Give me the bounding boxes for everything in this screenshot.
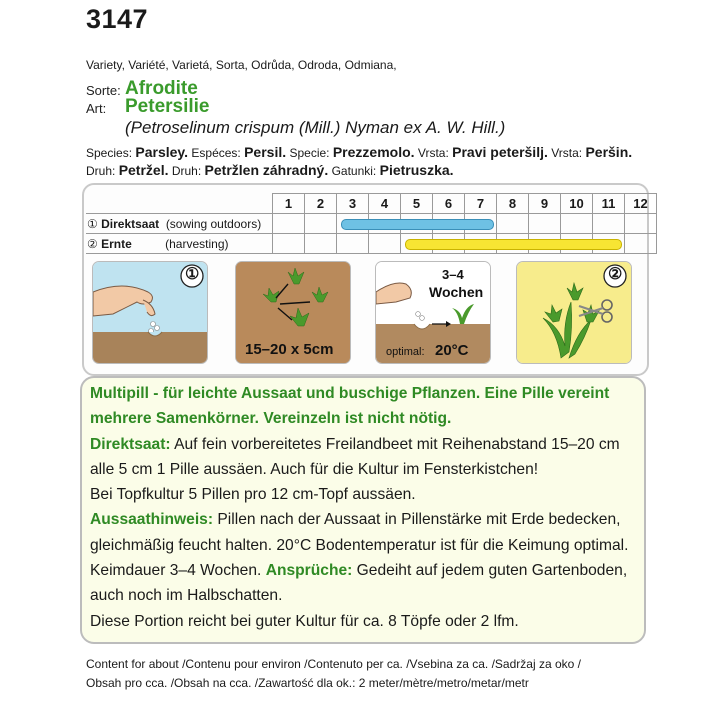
species-label: Vrsta: bbox=[417, 146, 449, 160]
species-label: Druh: bbox=[86, 164, 116, 178]
intro-text: Multipill - für leichte Aussaat und buschige Pflanzen. Eine Pille vereint mehrere Samenkörner. Vereinzeln ist nicht nötig. bbox=[90, 385, 610, 428]
species-label: Vrsta: bbox=[551, 146, 583, 160]
row-name: Direktsaat bbox=[101, 216, 160, 231]
aussaathinweis-paragraph bbox=[90, 507, 634, 608]
pictogram-sowing bbox=[92, 261, 208, 364]
species-name: Prezzemolo. bbox=[332, 144, 415, 160]
direktsaat-label: Direktsaat: bbox=[90, 435, 171, 453]
step-2-icon: ② bbox=[87, 236, 98, 251]
variety-label-line: Variety, Variété, Varietá, Sorta, Odrůda, Odroda, Odmiana, bbox=[86, 58, 397, 72]
germination-time: 3–4 bbox=[442, 267, 464, 282]
step-1-badge: ① bbox=[185, 266, 200, 283]
row-name: Ernte bbox=[101, 236, 132, 251]
art-label: Art: bbox=[86, 101, 107, 116]
sorte-value: Afrodite bbox=[125, 78, 198, 99]
month-header-row bbox=[86, 194, 657, 214]
species-label: Druh: bbox=[171, 164, 202, 178]
direktsaat-text: Auf fein vorbereitetes Freilandbeet mit Reihenabstand 15–20 cm alle 5 cm 1 Pille aussäen. Auch für die Kultur im Fensterkistchen! bbox=[90, 435, 620, 478]
species-name: Persil. bbox=[244, 144, 287, 160]
species-label: Specie: bbox=[289, 146, 330, 160]
harvest-period-bar bbox=[405, 239, 621, 250]
content-amount-line-1: Content for about /Contenu pour environ /Contenuto per ca. /Vsebina za ca. /Sadržaj za oko / bbox=[86, 657, 581, 671]
month-cell: 10 bbox=[561, 194, 593, 214]
latin-name: (Petroselinum crispum (Mill.) Nyman ex A. W. Hill.) bbox=[125, 118, 506, 137]
spacing-label: 15–20 x 5cm bbox=[245, 341, 334, 358]
month-cell: 7 bbox=[465, 194, 497, 214]
ansprueche-label: Ansprüche: bbox=[265, 562, 353, 580]
pictogram-germination bbox=[375, 261, 491, 364]
product-code: 3147 bbox=[86, 4, 149, 34]
art-value: Petersilie bbox=[125, 96, 210, 117]
temperature-label: optimal: bbox=[386, 346, 425, 358]
calendar-row-label bbox=[86, 214, 273, 234]
step-2-badge: ② bbox=[608, 266, 623, 283]
species-line-1 bbox=[86, 144, 632, 160]
month-cell: 11 bbox=[593, 194, 625, 214]
instructions-box bbox=[80, 376, 646, 644]
species-line-2 bbox=[86, 162, 454, 178]
species-name: Peršin. bbox=[585, 144, 633, 160]
pictogram-spacing bbox=[235, 261, 351, 364]
species-name: Pietruszka. bbox=[379, 162, 454, 178]
month-cell: 1 bbox=[273, 194, 305, 214]
month-cell: 12 bbox=[625, 194, 657, 214]
month-cell: 3 bbox=[337, 194, 369, 214]
month-cell: 9 bbox=[529, 194, 561, 214]
species-name: Petržlen záhradný. bbox=[204, 162, 329, 178]
month-cell: 2 bbox=[305, 194, 337, 214]
species-label: Gatunki: bbox=[331, 164, 377, 178]
calendar-row-label bbox=[86, 234, 273, 254]
sowing-period-bar bbox=[341, 219, 493, 230]
species-name: Parsley. bbox=[135, 144, 189, 160]
species-name: Petržel. bbox=[118, 162, 169, 178]
month-cell: 8 bbox=[497, 194, 529, 214]
row-note: (sowing outdoors) bbox=[165, 216, 262, 231]
species-label: Espéces: bbox=[191, 146, 241, 160]
sorte-label: Sorte: bbox=[86, 83, 121, 98]
step-1-icon: ① bbox=[87, 216, 98, 231]
month-cell: 6 bbox=[433, 194, 465, 214]
month-cell: 5 bbox=[401, 194, 433, 214]
topfkultur-text: Bei Topfkultur 5 Pillen pro 12 cm-Topf aussäen. bbox=[90, 486, 416, 504]
species-name: Pravi peteršilj. bbox=[452, 144, 548, 160]
direktsaat-paragraph bbox=[90, 432, 634, 483]
content-amount-line-2: Obsah pro cca. /Obsah na cca. /Zawartość dla ok.: 2 meter/mètre/metro/metar/metr bbox=[86, 676, 529, 690]
month-cell: 4 bbox=[369, 194, 401, 214]
portion-text: Diese Portion reicht bei guter Kultur für ca. 8 Töpfe oder 2 lfm. bbox=[90, 612, 519, 630]
pictogram-harvest bbox=[516, 261, 632, 364]
aussaathinweis-label: Aussaathinweis: bbox=[90, 511, 214, 529]
aussaathinweis-text: Pillen nach der Aussaat in Pillenstärke mit Erde bedecken, gleichmäßig feucht halten. 20°C Bodentemperatur ist für die Keimung optimal. Keimdauer 3–4 Wochen. bbox=[90, 511, 629, 580]
ansprueche-text: Gedeiht auf jedem guten Gartenboden, auch noch im Halbschatten. bbox=[90, 562, 628, 605]
species-label: Species: bbox=[86, 146, 133, 160]
temperature-value: 20°C bbox=[435, 342, 469, 359]
row-note: (harvesting) bbox=[165, 236, 229, 251]
germination-unit: Wochen bbox=[429, 284, 484, 300]
